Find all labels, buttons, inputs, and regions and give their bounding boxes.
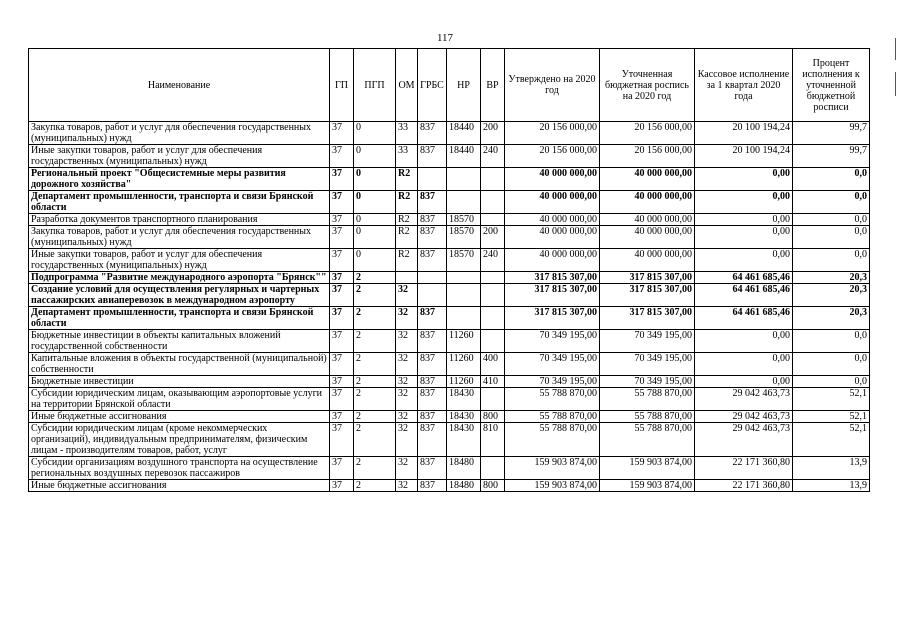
cell-name: Субсидии организациям воздушного транспорта на осуществление региональных воздушных перевозок пассажиров — [29, 457, 330, 480]
cell-np: 18570 — [447, 214, 481, 226]
cell-approved: 20 156 000,00 — [505, 145, 600, 168]
table-row — [29, 388, 870, 411]
cell-grbs: 837 — [418, 330, 447, 353]
cell-approved: 70 349 195,00 — [505, 330, 600, 353]
cell-percent: 0,0 — [793, 191, 870, 214]
cell-np — [447, 191, 481, 214]
cell-om: 32 — [396, 353, 418, 376]
cell-om: R2 — [396, 226, 418, 249]
cell-percent: 0,0 — [793, 353, 870, 376]
table-row — [29, 145, 870, 168]
header-ppgp: ПГП — [354, 49, 396, 122]
cell-name: Бюджетные инвестиции в объекты капитальных вложений государственной собственности — [29, 330, 330, 353]
cell-name: Иные бюджетные ассигнования — [29, 480, 330, 492]
cell-grbs — [418, 284, 447, 307]
cell-approved: 159 903 874,00 — [505, 480, 600, 492]
cell-name: Иные бюджетные ассигнования — [29, 411, 330, 423]
cell-gp: 37 — [330, 272, 354, 284]
cell-cash: 29 042 463,73 — [695, 411, 793, 423]
cell-np — [447, 272, 481, 284]
cell-percent: 20,3 — [793, 284, 870, 307]
cell-grbs — [418, 168, 447, 191]
cell-gp: 37 — [330, 376, 354, 388]
cell-name: Бюджетные инвестиции — [29, 376, 330, 388]
cell-vr: 400 — [481, 353, 505, 376]
table-row — [29, 226, 870, 249]
cell-cash: 0,00 — [695, 226, 793, 249]
cell-gp: 37 — [330, 249, 354, 272]
cell-name: Департамент промышленности, транспорта и связи Брянской области — [29, 307, 330, 330]
cell-vr: 200 — [481, 226, 505, 249]
cell-refined: 40 000 000,00 — [600, 249, 695, 272]
cell-name: Закупка товаров, работ и услуг для обеспечения государственных (муниципальных) нужд — [29, 226, 330, 249]
cell-np: 18440 — [447, 122, 481, 145]
cell-percent: 0,0 — [793, 330, 870, 353]
cell-vr: 240 — [481, 249, 505, 272]
cell-ppgp: 2 — [354, 330, 396, 353]
cell-np: 11260 — [447, 376, 481, 388]
cell-refined: 40 000 000,00 — [600, 214, 695, 226]
cell-approved: 40 000 000,00 — [505, 226, 600, 249]
cell-cash: 29 042 463,73 — [695, 388, 793, 411]
cell-np: 18480 — [447, 480, 481, 492]
cell-om: 32 — [396, 423, 418, 457]
header-approved: Утверждено на 2020 год — [505, 49, 600, 122]
cell-refined: 55 788 870,00 — [600, 388, 695, 411]
cell-gp: 37 — [330, 122, 354, 145]
cell-refined: 40 000 000,00 — [600, 191, 695, 214]
cell-ppgp: 2 — [354, 307, 396, 330]
cell-percent: 13,9 — [793, 480, 870, 492]
cell-cash: 29 042 463,73 — [695, 423, 793, 457]
cell-ppgp: 0 — [354, 214, 396, 226]
cell-refined: 20 156 000,00 — [600, 145, 695, 168]
cell-name: Иные закупки товаров, работ и услуг для обеспечения государственных (муниципальных) нужд — [29, 249, 330, 272]
cell-name: Департамент промышленности, транспорта и связи Брянской области — [29, 191, 330, 214]
cell-om: 32 — [396, 307, 418, 330]
cell-name: Капитальные вложения в объекты государственной (муниципальной) собственности — [29, 353, 330, 376]
cell-vr: 800 — [481, 480, 505, 492]
cell-name: Субсидии юридическим лицам, оказывающим аэропортовые услуги на территории Брянской области — [29, 388, 330, 411]
cell-np — [447, 284, 481, 307]
table-row — [29, 330, 870, 353]
cell-vr — [481, 330, 505, 353]
cell-grbs: 837 — [418, 307, 447, 330]
cell-om: R2 — [396, 214, 418, 226]
cell-name: Подпрограмма "Развитие международного аэропорта "Брянск"" — [29, 272, 330, 284]
cell-gp: 37 — [330, 353, 354, 376]
cell-gp: 37 — [330, 423, 354, 457]
cell-om: R2 — [396, 249, 418, 272]
cell-np: 18440 — [447, 145, 481, 168]
cell-gp: 37 — [330, 168, 354, 191]
cell-np: 18480 — [447, 457, 481, 480]
cell-approved: 70 349 195,00 — [505, 376, 600, 388]
cell-gp: 37 — [330, 226, 354, 249]
cell-percent: 0,0 — [793, 226, 870, 249]
table-row — [29, 284, 870, 307]
cell-percent: 99,7 — [793, 145, 870, 168]
cell-np: 18430 — [447, 423, 481, 457]
cell-np — [447, 168, 481, 191]
cell-cash: 0,00 — [695, 376, 793, 388]
page-number: 117 — [436, 32, 454, 44]
cell-om: 32 — [396, 457, 418, 480]
cell-refined: 159 903 874,00 — [600, 480, 695, 492]
cell-approved: 317 815 307,00 — [505, 307, 600, 330]
cell-refined: 70 349 195,00 — [600, 376, 695, 388]
cell-om: 33 — [396, 122, 418, 145]
cell-ppgp: 0 — [354, 145, 396, 168]
cell-percent: 52,1 — [793, 423, 870, 457]
cell-name: Субсидии юридическим лицам (кроме некоммерческих организаций), индивидуальным предпринимателям, физическим лицам - производителям товаров, работ, услуг — [29, 423, 330, 457]
cell-approved: 55 788 870,00 — [505, 423, 600, 457]
cell-np: 18430 — [447, 411, 481, 423]
table-row — [29, 168, 870, 191]
cell-gp: 37 — [330, 480, 354, 492]
cell-grbs: 837 — [418, 388, 447, 411]
cell-grbs: 837 — [418, 191, 447, 214]
cell-om: 32 — [396, 284, 418, 307]
cell-approved: 55 788 870,00 — [505, 388, 600, 411]
cell-om: 32 — [396, 480, 418, 492]
cell-cash: 0,00 — [695, 249, 793, 272]
cell-percent: 0,0 — [793, 168, 870, 191]
cell-vr — [481, 214, 505, 226]
cell-approved: 40 000 000,00 — [505, 249, 600, 272]
cell-grbs: 837 — [418, 457, 447, 480]
header-percent: Процент исполнения к уточненной бюджетной росписи — [793, 49, 870, 122]
cell-approved: 70 349 195,00 — [505, 353, 600, 376]
cell-vr — [481, 191, 505, 214]
cell-vr: 810 — [481, 423, 505, 457]
cell-vr — [481, 284, 505, 307]
cell-name: Создание условий для осуществления регулярных и чартерных пассажирских авиаперевозок в международном аэропорту — [29, 284, 330, 307]
cell-refined: 40 000 000,00 — [600, 168, 695, 191]
cell-percent: 20,3 — [793, 307, 870, 330]
cell-percent: 0,0 — [793, 376, 870, 388]
table-header-row — [29, 49, 870, 122]
cell-grbs: 837 — [418, 353, 447, 376]
cell-ppgp: 2 — [354, 457, 396, 480]
cell-np: 11260 — [447, 353, 481, 376]
header-gp: ГП — [330, 49, 354, 122]
cell-ppgp: 2 — [354, 376, 396, 388]
table-row — [29, 191, 870, 214]
cell-refined: 70 349 195,00 — [600, 353, 695, 376]
table-row — [29, 457, 870, 480]
header-name: Наименование — [29, 49, 330, 122]
cell-ppgp: 0 — [354, 226, 396, 249]
cell-vr: 240 — [481, 145, 505, 168]
cell-cash: 20 100 194,24 — [695, 122, 793, 145]
cell-cash: 64 461 685,46 — [695, 307, 793, 330]
cell-approved: 159 903 874,00 — [505, 457, 600, 480]
cell-cash: 64 461 685,46 — [695, 284, 793, 307]
cell-refined: 20 156 000,00 — [600, 122, 695, 145]
cell-vr — [481, 272, 505, 284]
cell-vr — [481, 307, 505, 330]
cell-np: 18570 — [447, 249, 481, 272]
table-row — [29, 423, 870, 457]
cell-ppgp: 0 — [354, 122, 396, 145]
cell-refined: 70 349 195,00 — [600, 330, 695, 353]
cell-grbs — [418, 272, 447, 284]
header-np: НР — [447, 49, 481, 122]
table-row — [29, 272, 870, 284]
cell-om: 32 — [396, 330, 418, 353]
table-row — [29, 307, 870, 330]
cell-om: 32 — [396, 411, 418, 423]
cell-refined: 159 903 874,00 — [600, 457, 695, 480]
cell-cash: 0,00 — [695, 168, 793, 191]
table-row — [29, 249, 870, 272]
cell-ppgp: 0 — [354, 168, 396, 191]
cell-cash: 0,00 — [695, 330, 793, 353]
cell-np: 18430 — [447, 388, 481, 411]
cell-gp: 37 — [330, 284, 354, 307]
cell-grbs: 837 — [418, 480, 447, 492]
cell-gp: 37 — [330, 145, 354, 168]
cell-refined: 55 788 870,00 — [600, 411, 695, 423]
table-row — [29, 214, 870, 226]
table-body — [29, 122, 870, 492]
cell-vr: 410 — [481, 376, 505, 388]
cell-gp: 37 — [330, 214, 354, 226]
cell-approved: 40 000 000,00 — [505, 168, 600, 191]
cell-percent: 13,9 — [793, 457, 870, 480]
cell-name: Закупка товаров, работ и услуг для обеспечения государственных (муниципальных) нужд — [29, 122, 330, 145]
table-row — [29, 376, 870, 388]
cell-vr: 200 — [481, 122, 505, 145]
cell-om: 32 — [396, 376, 418, 388]
cell-om: 33 — [396, 145, 418, 168]
cell-grbs: 837 — [418, 214, 447, 226]
table-row — [29, 122, 870, 145]
cell-percent: 52,1 — [793, 388, 870, 411]
cell-name: Разработка документов транспортного планирования — [29, 214, 330, 226]
cell-gp: 37 — [330, 330, 354, 353]
header-grbs: ГРБС — [418, 49, 447, 122]
cell-gp: 37 — [330, 457, 354, 480]
cell-name: Иные закупки товаров, работ и услуг для обеспечения государственных (муниципальных) нужд — [29, 145, 330, 168]
cell-om: R2 — [396, 168, 418, 191]
cell-percent: 20,3 — [793, 272, 870, 284]
table-row — [29, 480, 870, 492]
cell-ppgp: 2 — [354, 411, 396, 423]
cell-gp: 37 — [330, 411, 354, 423]
cell-approved: 40 000 000,00 — [505, 191, 600, 214]
scan-edge-marks — [893, 38, 899, 98]
cell-gp: 37 — [330, 307, 354, 330]
cell-ppgp: 2 — [354, 480, 396, 492]
cell-gp: 37 — [330, 191, 354, 214]
cell-refined: 40 000 000,00 — [600, 226, 695, 249]
cell-percent: 99,7 — [793, 122, 870, 145]
cell-ppgp: 0 — [354, 191, 396, 214]
cell-om: R2 — [396, 191, 418, 214]
cell-cash: 22 171 360,80 — [695, 457, 793, 480]
budget-execution-table — [28, 48, 870, 492]
cell-ppgp: 2 — [354, 284, 396, 307]
cell-cash: 64 461 685,46 — [695, 272, 793, 284]
header-vr: ВР — [481, 49, 505, 122]
cell-cash: 22 171 360,80 — [695, 480, 793, 492]
cell-np: 18570 — [447, 226, 481, 249]
cell-np — [447, 307, 481, 330]
cell-cash: 0,00 — [695, 191, 793, 214]
cell-percent: 52,1 — [793, 411, 870, 423]
cell-ppgp: 2 — [354, 272, 396, 284]
table-row — [29, 353, 870, 376]
cell-vr — [481, 457, 505, 480]
cell-refined: 317 815 307,00 — [600, 307, 695, 330]
cell-cash: 0,00 — [695, 214, 793, 226]
cell-refined: 317 815 307,00 — [600, 272, 695, 284]
cell-grbs: 837 — [418, 376, 447, 388]
cell-percent: 0,0 — [793, 249, 870, 272]
cell-vr: 800 — [481, 411, 505, 423]
cell-gp: 37 — [330, 388, 354, 411]
cell-ppgp: 2 — [354, 353, 396, 376]
cell-cash: 20 100 194,24 — [695, 145, 793, 168]
cell-approved: 40 000 000,00 — [505, 214, 600, 226]
cell-om — [396, 272, 418, 284]
cell-ppgp: 0 — [354, 249, 396, 272]
table-row — [29, 411, 870, 423]
cell-approved: 317 815 307,00 — [505, 284, 600, 307]
cell-grbs: 837 — [418, 249, 447, 272]
cell-approved: 20 156 000,00 — [505, 122, 600, 145]
cell-cash: 0,00 — [695, 353, 793, 376]
cell-ppgp: 2 — [354, 423, 396, 457]
cell-vr — [481, 168, 505, 191]
cell-np: 11260 — [447, 330, 481, 353]
cell-percent: 0,0 — [793, 214, 870, 226]
header-refined: Уточненная бюджетная роспись на 2020 год — [600, 49, 695, 122]
header-om: ОМ — [396, 49, 418, 122]
cell-vr — [481, 388, 505, 411]
cell-grbs: 837 — [418, 226, 447, 249]
cell-grbs: 837 — [418, 145, 447, 168]
header-cash: Кассовое исполнение за 1 квартал 2020 года — [695, 49, 793, 122]
cell-refined: 317 815 307,00 — [600, 284, 695, 307]
cell-ppgp: 2 — [354, 388, 396, 411]
cell-approved: 55 788 870,00 — [505, 411, 600, 423]
cell-grbs: 837 — [418, 411, 447, 423]
cell-om: 32 — [396, 388, 418, 411]
cell-approved: 317 815 307,00 — [505, 272, 600, 284]
cell-grbs: 837 — [418, 122, 447, 145]
cell-grbs: 837 — [418, 423, 447, 457]
cell-name: Региональный проект "Общесистемные меры развития дорожного хозяйства" — [29, 168, 330, 191]
cell-refined: 55 788 870,00 — [600, 423, 695, 457]
